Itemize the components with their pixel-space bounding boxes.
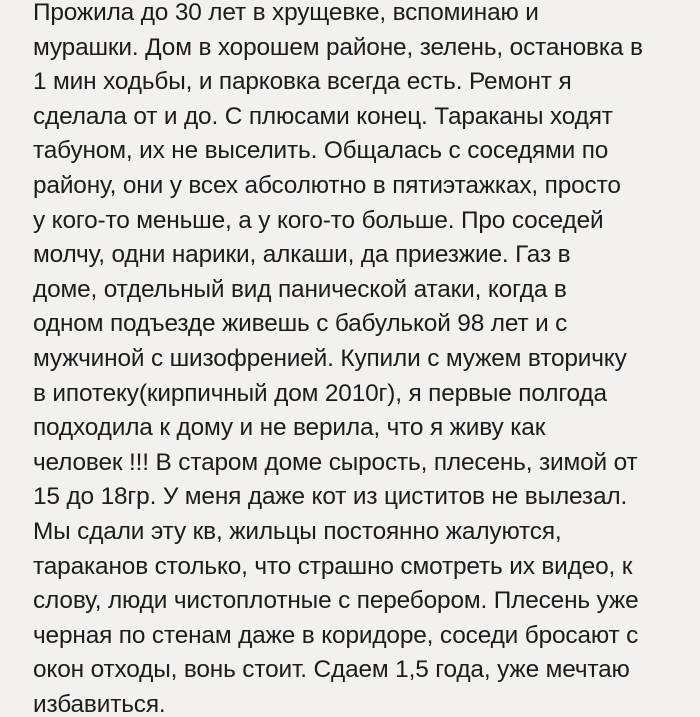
text-line: сделала от и до. С плюсами конец. Тараканы ходят (33, 102, 613, 130)
text-line: в ипотеку(кирпичный дом 2010г), я первые полгода (33, 379, 607, 407)
text-line: мужчиной с шизофренией. Купили с мужем вторичку (33, 344, 627, 372)
text-line: району, они у всех абсолютно в пятиэтажках, просто (33, 171, 621, 199)
text-line: Мы сдали эту кв, жильцы постоянно жалуются, (33, 517, 562, 545)
text-line: подходила к дому и не верила, что я живу как (33, 414, 546, 442)
text-line: 15 до 18гр. У меня даже кот из циститов не вылезал. (33, 483, 628, 511)
text-line: избавиться. (33, 690, 166, 717)
text-line: одном подъезде живешь с бабулькой 98 лет и с (33, 310, 568, 338)
text-line: доме, отдельный вид панической атаки, когда в (33, 275, 567, 303)
text-line: молчу, одни нарики, алкаши, да приезжие. Газ в (33, 241, 571, 269)
text-line: Прожила до 30 лет в хрущевке, вспоминаю и (33, 0, 539, 26)
text-line: тараканов столько, что страшно смотреть их видео, к (33, 552, 633, 580)
text-line: 1 мин ходьбы, и парковка всегда есть. Ремонт я (33, 68, 572, 96)
text-line: окон отходы, вонь стоит. Сдаем 1,5 года, уже мечтаю (33, 656, 630, 684)
text-line: мурашки. Дом в хорошем районе, зелень, остановка в (33, 33, 643, 61)
post-text (33, 0, 700, 717)
text-line: человек !!! В старом доме сырость, плесень, зимой от (33, 448, 638, 476)
text-line: черная по стенам даже в коридоре, соседи бросают с (33, 621, 639, 649)
text-line: табуном, их не выселить. Общалась с соседями по (33, 137, 609, 165)
text-line: у кого-то меньше, а у кого-то больше. Про соседей (33, 206, 604, 234)
text-line: слову, люди чистоплотные с перебором. Плесень уже (33, 587, 639, 615)
